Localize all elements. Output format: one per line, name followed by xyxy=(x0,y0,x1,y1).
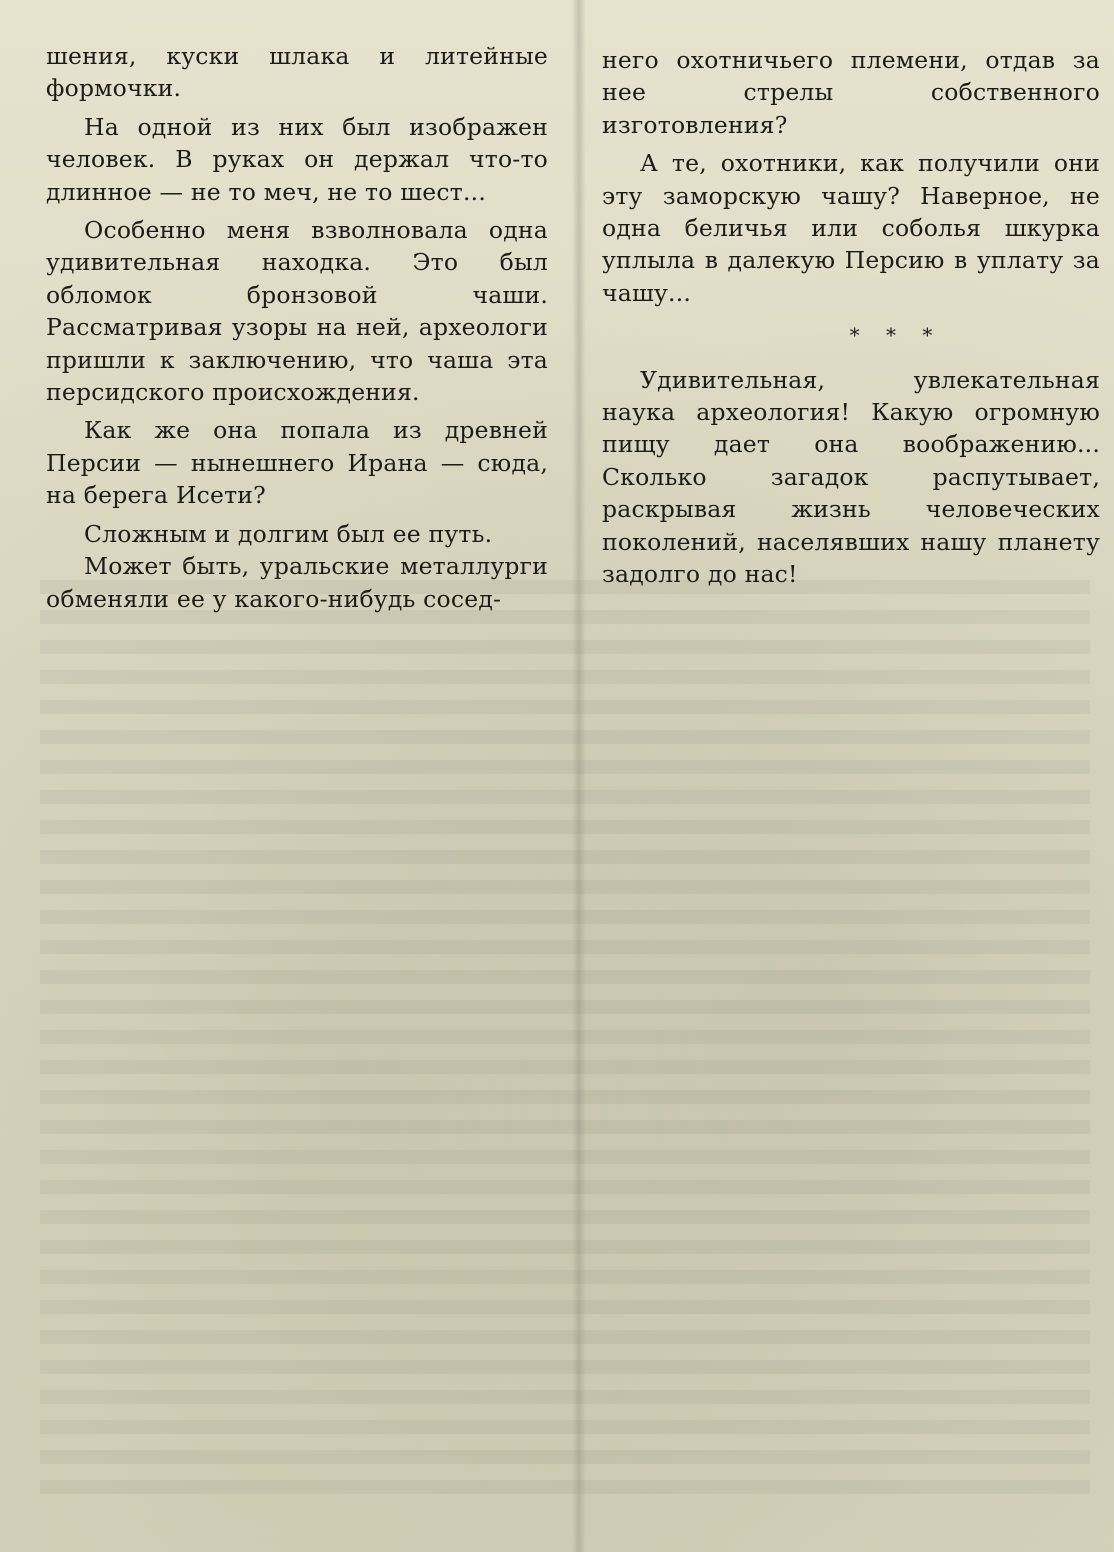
paragraph-hunting-tribe: него охотничьего племени, отдав за нее стрелы собственного изготовления? xyxy=(602,46,1100,139)
paragraph-continuation: шения, куски шлака и литейные формочки. xyxy=(46,42,548,103)
paragraph-long-path: Сложным и долгим был ее путь. xyxy=(84,519,493,548)
show-through-texture xyxy=(40,580,1090,1510)
right-text-column xyxy=(602,44,1100,591)
paragraph-human-image: На одной из них был изображен человек. В руках он держал что-то длинное — не то меч, не то шест... xyxy=(46,112,548,206)
paragraph-question-persia: Как же она попала из древней Персии — нынешнего Ирана — сюда, на берега Исети? xyxy=(46,416,548,510)
paragraph-metallurgists: Может быть, уральские металлурги обменяли ее у какого-нибудь сосед- xyxy=(46,552,548,613)
paragraph-archaeology: Удивительная, увлекательная наука археология! Какую огромную пищу дает она воображению... Сколько загадок распутывает, раскрывая жизнь человеческих поколений, населявших нашу планету задолго до нас! xyxy=(602,365,1100,589)
column-gutter xyxy=(572,0,586,1552)
left-text-column xyxy=(46,40,548,615)
paragraph-hunters: А те, охотники, как получили они эту заморскую чашу? Наверное, не одна беличья или соболья шкурка уплыла в далекую Персию в уплату за чашу... xyxy=(602,149,1100,307)
section-separator: * * * xyxy=(849,323,943,348)
paragraph-bronze-bowl: Особенно меня взволновала одна удивительная находка. Это был обломок бронзовой чаши. Рассматривая узоры на ней, археологи пришли к заключению, что чаша эта персидского происхождения. xyxy=(46,216,548,407)
